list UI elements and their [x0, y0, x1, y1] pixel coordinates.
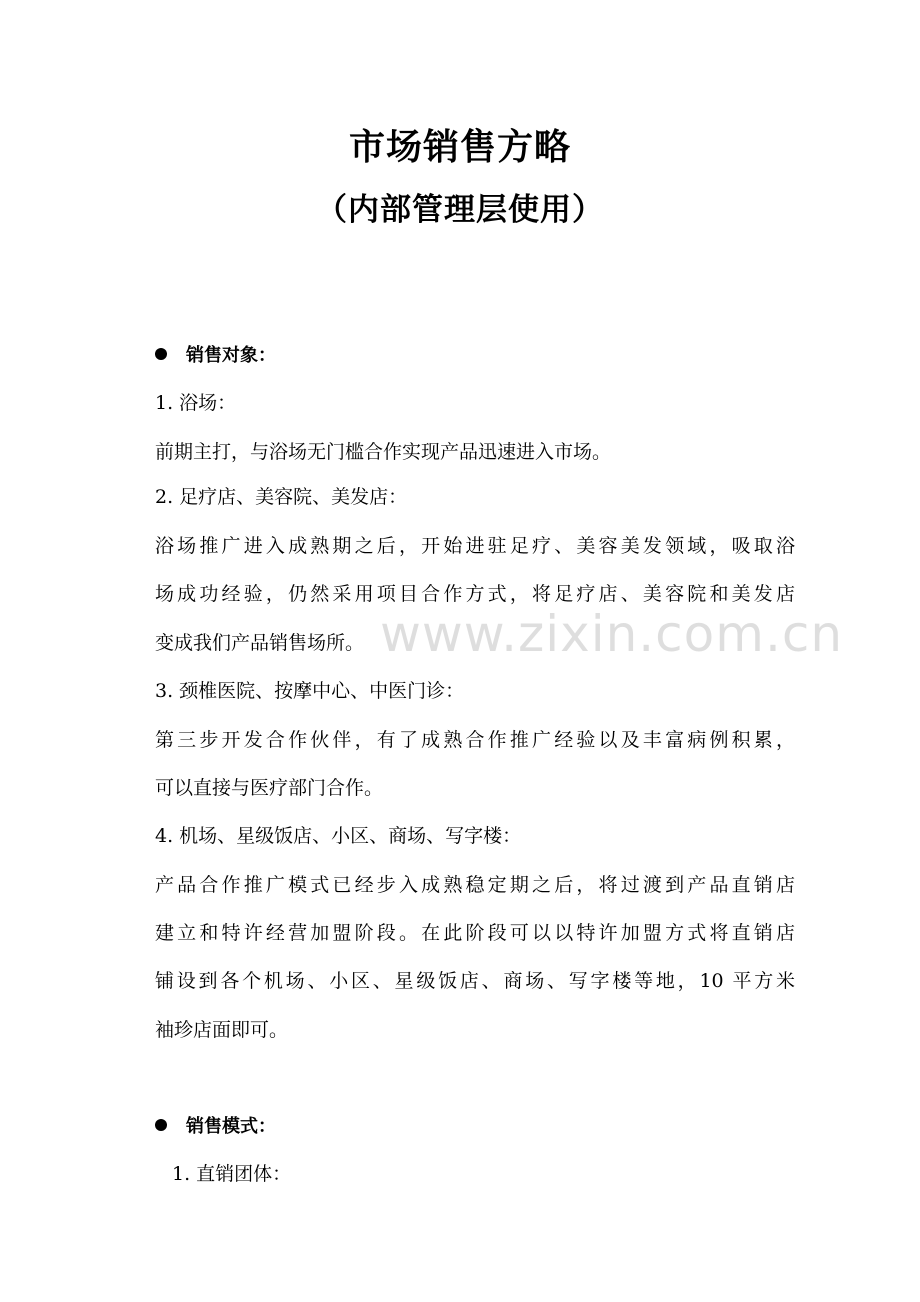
paragraph-line: 建立和特许经营加盟阶段。在此阶段可以以特许加盟方式将直销店 — [155, 922, 795, 944]
section-heading-sales-target — [155, 339, 276, 369]
paragraph-line: 铺设到各个机场、小区、星级饭店、商场、写字楼等地，10 平方米 — [155, 970, 795, 992]
section-heading-label: 销售模式： — [186, 1116, 276, 1137]
section-heading-label: 销售对象： — [186, 345, 276, 366]
page-title: 市场销售方略 — [348, 127, 571, 168]
page-subtitle: （内部管理层使用） — [316, 192, 604, 228]
paragraph-line: 可以直接与医疗部门合作。 — [155, 777, 384, 799]
item-label: 3. 颈椎医院、按摩中心、中医门诊： — [155, 680, 465, 702]
item-label: 1. 浴场： — [155, 392, 237, 414]
item-label: 2. 足疗店、美容院、美发店： — [155, 486, 408, 508]
bullet-icon — [155, 348, 167, 360]
paragraph-line: 袖珍店面即可。 — [155, 1019, 289, 1041]
paragraph-line: 产品合作推广模式已经步入成熟稳定期之后，将过渡到产品直销店 — [155, 874, 795, 896]
item-label: 4. 机场、星级饭店、小区、商场、写字楼： — [155, 825, 522, 847]
watermark: www.zixin.com.cn — [380, 605, 844, 663]
paragraph-line: 场成功经验，仍然采用项目合作方式，将足疗店、美容院和美发店 — [155, 583, 795, 605]
section-heading-sales-mode — [155, 1110, 276, 1140]
bullet-icon — [155, 1119, 167, 1131]
paragraph-line: 浴场推广进入成熟期之后，开始进驻足疗、美容美发领域，吸取浴 — [155, 535, 795, 557]
paragraph-line: 第三步开发合作伙伴，有了成熟合作推广经验以及丰富病例积累， — [155, 729, 795, 751]
paragraph-line: 前期主打，与浴场无门槛合作实现产品迅速进入市场。 — [155, 441, 612, 463]
item-label: 1. 直销团体： — [172, 1163, 292, 1185]
paragraph-line: 变成我们产品销售场所。 — [155, 632, 365, 654]
